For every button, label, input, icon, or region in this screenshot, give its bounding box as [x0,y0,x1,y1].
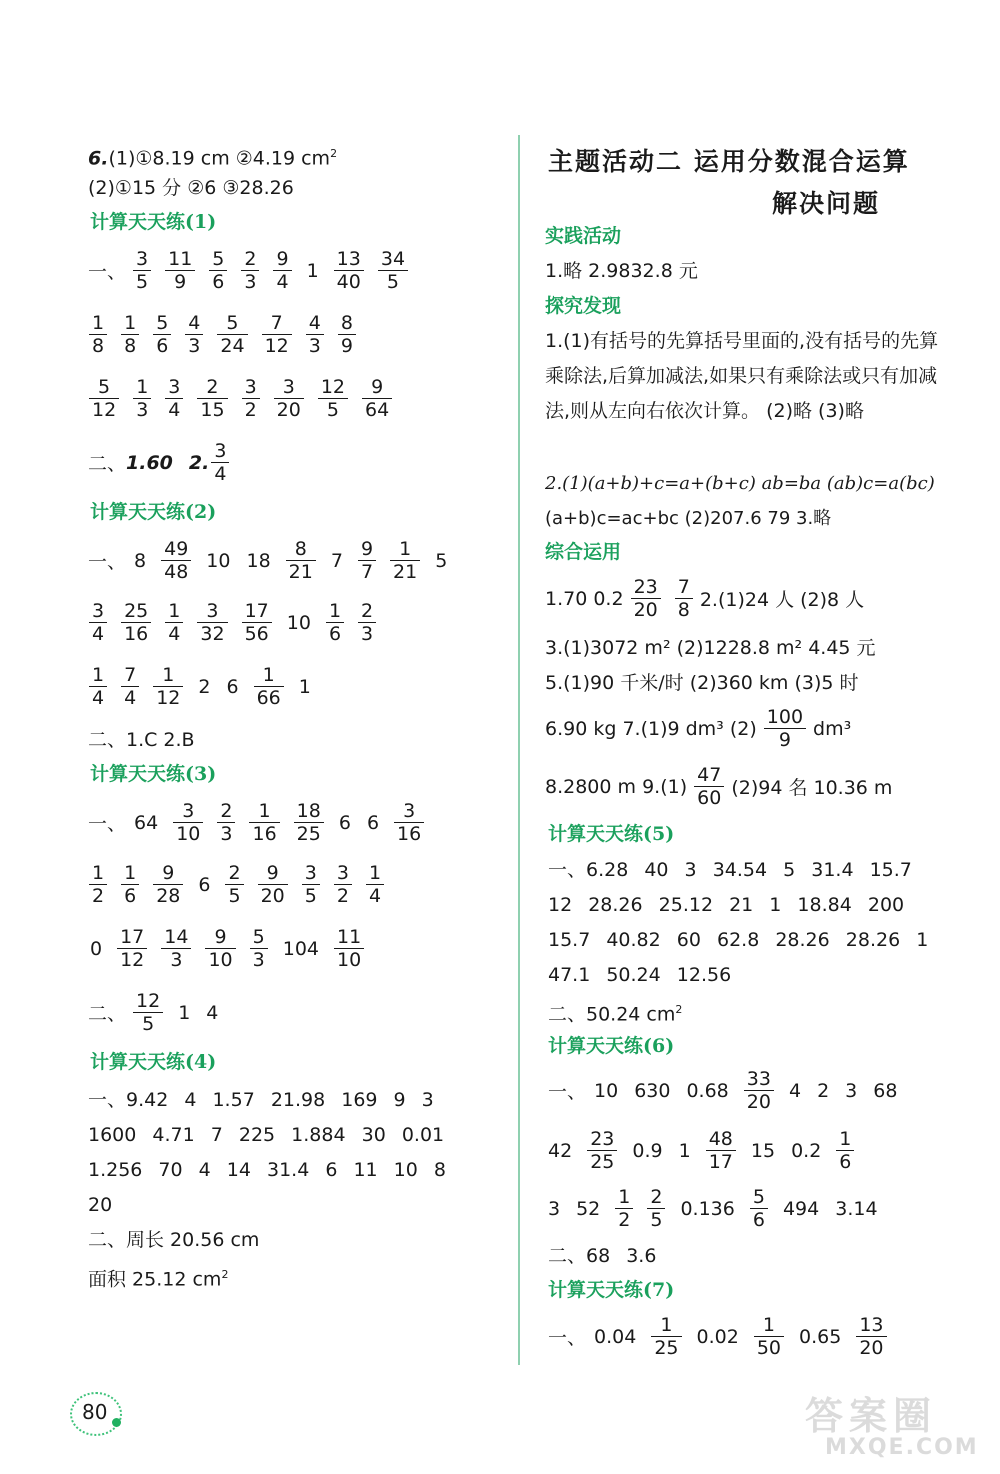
fraction [706,1128,736,1173]
sec5-line2: 12 28.26 25.12 21 1 18.84 200 [548,894,905,916]
fraction-denominator: 15 [200,399,225,421]
fraction [250,926,268,971]
fraction [286,538,316,583]
fraction-numerator: 2 [241,248,259,271]
fraction-denominator: 32 [200,623,225,645]
sec7-row1: 一、 0.04 $\frac{1}{25}$ 0.02 $\frac{1}{50}$ 0.65 $\frac{13}{20}$ [548,1314,894,1359]
fraction [334,926,364,971]
fraction [197,376,227,421]
fraction [754,1314,784,1359]
fraction [302,862,320,907]
fraction-denominator: 20 [746,1091,771,1113]
sec5-line1: 一、6.28 40 3 34.54 5 31.4 15.7 [548,859,912,881]
fraction [242,600,272,645]
answer-value: 1 [306,259,319,282]
answer-value: 64 [134,811,159,834]
sec2-row1: 一、 8 $\frac{49}{48}$ 10 18 $\frac{8}{21}$ 7 $\frac{9}{7}$ $\frac{1}{21}$ 5 [88,538,448,583]
fraction-numerator: 33 [744,1068,774,1091]
fraction-denominator: 6 [328,623,342,645]
fraction-numerator: 3 [173,800,203,823]
fraction [133,990,163,1035]
fraction [197,600,227,645]
fraction [121,312,139,357]
sec4-line6: 面积 25.12 $cm^2$ [88,1268,229,1291]
sec6-row3 [540,1186,886,1231]
fraction [165,376,183,421]
fraction-numerator: 3 [89,600,107,623]
fraction-denominator: 5 [326,399,339,421]
sec1-row2 [82,312,363,357]
page-title-line1: 主题活动二 运用分数混合运算 [548,147,910,176]
fraction-denominator: 5 [142,1013,155,1035]
apply-line3: 5.(1)90 千米/时 (2)360 km (3)5 时 [545,672,859,694]
fraction-denominator: 12 [264,335,289,357]
fraction-numerator: 3 [133,248,151,271]
fraction-denominator: 17 [708,1151,733,1173]
fraction [258,862,288,907]
fraction [366,862,384,907]
fraction-denominator: 3 [252,949,265,971]
fraction [153,312,171,357]
fraction-numerator: 11 [165,248,195,271]
fraction-denominator: 9 [174,271,187,293]
fraction-numerator: 9 [205,926,235,949]
fraction-denominator: 16 [252,823,277,845]
sec6-part2: 二、68 3.6 [548,1245,657,1267]
answer-value: 494 [782,1197,820,1220]
fraction [165,248,195,293]
fraction-numerator: 23 [587,1128,617,1151]
answer-value: 2 [817,1079,830,1102]
answer-value: 10 [206,549,231,572]
answer-value: 6 [338,811,351,834]
watermark: 答案圈 MXQE.COM [805,1394,979,1460]
fraction [358,538,376,583]
fraction-numerator: 1 [326,600,344,623]
fraction: $\frac{100}{9}$ [764,706,806,751]
fraction-denominator: 24 [220,335,245,357]
heading-practice: 实践活动 [545,225,622,247]
fraction-denominator: 56 [244,623,269,645]
fraction-numerator: 8 [286,538,316,561]
sec5-line5: 二、50.24 $cm^2$ [548,1003,683,1026]
fraction [121,862,139,907]
answer-value: 3 [845,1079,858,1102]
fraction-numerator: 1 [89,664,107,687]
fraction-denominator: 12 [120,949,145,971]
fraction-numerator: 11 [334,926,364,949]
fraction [390,538,420,583]
fraction-denominator: 16 [397,823,422,845]
section-heading-2: 计算天天练(2) [90,501,217,523]
answer-value: 104 [282,937,320,960]
fraction-denominator: 5 [228,885,241,907]
fraction-numerator: 9 [153,862,183,885]
fraction [358,600,376,645]
explore-line-2b: (a+b)c=ac+bc (2)207.6 79 3.略 [545,508,832,529]
sec1-row1: 一、 $\frac{3}{5}$ $\frac{11}{9}$ $\frac{5}{6}$ $\frac{2}{3}$ $\frac{9}{4}$ 1 $\frac{13}{40}$ $\frac{34}{5}$ [88,248,415,293]
fraction-numerator: 9 [358,538,376,561]
answer-value: 3.14 [835,1197,878,1220]
fraction-numerator: 2 [197,376,227,399]
fraction [254,664,284,709]
fraction-denominator: 4 [168,399,181,421]
answer-value: 0.2 [791,1139,822,1162]
fraction [750,1186,768,1231]
heading-explore: 探究发现 [545,295,622,317]
fraction-numerator: 25 [121,600,151,623]
answer-value: 0 [90,937,103,960]
fraction [856,1314,886,1359]
answer-value: 0.02 [696,1325,739,1348]
fraction [651,1314,681,1359]
fraction [89,312,107,357]
fraction-numerator: 13 [334,248,364,271]
fraction-numerator: 3 [394,800,424,823]
fraction [89,862,107,907]
fraction-denominator: 10 [208,949,233,971]
fraction-denominator: 7 [360,561,374,583]
fraction: $\frac{7}{8}$ [675,576,693,621]
fraction-numerator: 3 [302,862,320,885]
fraction-denominator: 8 [124,335,137,357]
sec5-line3: 15.7 40.82 60 62.8 28.26 28.26 1 [548,929,929,951]
fraction [241,248,259,293]
fraction [306,312,324,357]
section-heading-6: 计算天天练(6) [548,1035,675,1057]
fraction-denominator: 66 [256,687,281,709]
fraction-denominator: 28 [156,885,181,907]
fraction-denominator: 50 [756,1337,782,1359]
answer-value: 1 [178,1001,191,1024]
apply-line2: 3.(1)3072 m² (2)1228.8 m² 4.45 元 [545,637,876,659]
fraction-numerator: 18 [294,800,324,823]
answer-value: 1 [298,675,311,698]
section-heading-5: 计算天天练(5) [548,823,675,845]
fraction-numerator: 5 [89,376,119,399]
fraction-denominator: 6 [212,271,225,293]
sec4-line2: 1600 4.71 7 225 1.884 30 0.01 [88,1124,445,1146]
fraction-numerator: 3 [274,376,304,399]
fraction [153,664,183,709]
fraction-denominator: 2 [336,885,349,907]
fraction-numerator: 5 [750,1186,768,1209]
answer-value: 4 [206,1001,219,1024]
fraction [173,800,203,845]
fraction [225,862,243,907]
fraction-numerator: 2 [647,1186,665,1209]
fraction-denominator: 2 [618,1209,631,1231]
fraction: $\frac{3}{4}$ [211,440,229,485]
fraction [161,538,191,583]
fraction-numerator: 4 [306,312,324,335]
fraction-denominator: 3 [308,335,321,357]
fraction-numerator: 1 [249,800,279,823]
fraction-denominator: 40 [336,271,361,293]
fraction: $\frac{23}{20}$ [631,576,661,621]
fraction [117,926,147,971]
fraction-denominator: 25 [296,823,321,845]
fraction-denominator: 25 [654,1337,679,1359]
fraction-denominator: 16 [124,623,149,645]
fraction [121,600,151,645]
page-title-line2: 解决问题 [772,189,881,218]
heading-apply: 综合运用 [545,541,622,563]
fraction-denominator: 4 [92,623,105,645]
fraction-denominator: 48 [164,561,189,583]
answer-value: 68 [873,1079,898,1102]
fraction-numerator: 1 [121,862,139,885]
fraction-numerator: 13 [856,1314,886,1337]
fraction-numerator: 5 [217,312,247,335]
fraction-numerator: 9 [273,248,291,271]
fraction-denominator: 20 [260,885,285,907]
page-number-dot [112,1418,121,1427]
q6-line1: 6.(1)①8.19 cm ②4.19 $cm^2$ [88,147,338,170]
fraction [647,1186,665,1231]
fraction-numerator: 1 [390,538,420,561]
fraction-numerator: 12 [133,990,163,1013]
fraction-denominator: 3 [188,335,201,357]
apply-line5: 8.2800 m 9.(1) $\frac{47}{60}$ (2)94 名 10.36 m [545,764,893,809]
fraction [89,600,107,645]
answer-value: 0.04 [594,1325,637,1348]
fraction-denominator: 9 [340,335,353,357]
fraction-numerator: 1 [121,312,139,335]
fraction [326,600,344,645]
section-heading-1: 计算天天练(1) [90,211,217,233]
fraction-numerator: 4 [185,312,203,335]
sec4-line3: 1.256 70 4 14 31.4 6 11 10 8 [88,1159,446,1181]
fraction [334,248,364,293]
fraction-numerator: 1 [651,1314,681,1337]
answer-value: 10 [594,1079,619,1102]
fraction-numerator: 1 [89,312,107,335]
fraction [205,926,235,971]
fraction-numerator: 2 [217,800,235,823]
fraction [242,376,260,421]
answer-value: 6 [226,675,239,698]
fraction-denominator: 3 [361,623,374,645]
sec3-row2 [82,862,391,907]
fraction-denominator: 21 [288,561,313,583]
fraction [294,800,324,845]
answer-value: 630 [634,1079,671,1102]
sec2-row3 [82,664,319,709]
answer-value: 15 [750,1139,776,1162]
fraction-numerator: 9 [362,376,392,399]
fraction [161,926,191,971]
sec5-line4: 47.1 50.24 12.56 [548,964,732,986]
answer-value: 7 [330,549,343,572]
practice-line: 1.略 2.9832.8 元 [545,260,698,282]
fraction-denominator: 10 [176,823,201,845]
fraction [121,664,139,709]
fraction [165,600,183,645]
fraction-numerator: 1 [133,376,151,399]
fraction-numerator: 1 [754,1314,784,1337]
answer-value: 6 [366,811,380,834]
fraction-numerator: 1 [254,664,284,687]
fraction-numerator: 12 [318,376,348,399]
fraction-numerator: 7 [262,312,292,335]
answer-value: 6 [198,873,211,896]
fraction [217,800,235,845]
fraction-denominator: 6 [839,1151,852,1173]
sec2-row2 [82,600,383,645]
fraction [89,376,119,421]
apply-line4: 6.90 kg 7.(1)9 dm³ (2) $\frac{100}{9}$ dm³ [545,706,852,751]
answer-value: 52 [576,1197,601,1220]
fraction-denominator: 3 [136,399,149,421]
fraction-denominator: 20 [859,1337,884,1359]
sec4-line1: 一、9.42 4 1.57 21.98 169 9 3 [88,1089,434,1111]
answer-value: 0.68 [686,1079,729,1102]
fraction-numerator: 5 [250,926,268,949]
fraction-numerator: 1 [165,600,183,623]
fraction-numerator: 17 [242,600,272,623]
section-heading-3: 计算天天练(3) [90,763,217,785]
fraction-denominator: 25 [590,1151,615,1173]
sec1-row3 [82,376,399,421]
fraction-numerator: 2 [225,862,243,885]
fraction-numerator: 2 [358,600,376,623]
fraction [318,376,348,421]
fraction-denominator: 3 [244,271,257,293]
sec3-row1: 一、 64 $\frac{3}{10}$ $\frac{2}{3}$ $\frac{1}{16}$ $\frac{18}{25}$ 6 6 $\frac{3}{16}$ [88,800,431,845]
fraction-denominator: 3 [220,823,233,845]
fraction [334,862,352,907]
fraction [209,248,227,293]
section-heading-7: 计算天天练(7) [548,1279,675,1301]
fraction-numerator: 34 [378,248,408,271]
answer-value: 5 [435,549,448,572]
section-heading-4: 计算天天练(4) [90,1051,217,1073]
fraction [274,376,304,421]
fraction [744,1068,774,1113]
fraction-numerator: 8 [338,312,356,335]
fraction-numerator: 1 [366,862,384,885]
fraction [262,312,292,357]
answer-value: 2 [198,675,211,698]
answer-value: 42 [548,1139,573,1162]
apply-line1: 1.70 0.2 $\frac{23}{20}$ $\frac{7}{8}$ 2.(1)24 人 (2)8 人 [545,576,865,621]
explore-line-2a: 2.(1)(a+b)+c=a+(b+c) ab=ba (ab)c=a(bc) [545,473,935,494]
answer-value: 10 [286,611,311,634]
fraction [587,1128,617,1173]
fraction [394,800,424,845]
fraction-denominator: 8 [92,335,105,357]
answer-value: 1 [678,1139,691,1162]
sec2-part2: 二、1.C 2.B [88,729,195,751]
answer-value: 18 [246,549,271,572]
fraction-numerator: 1 [615,1186,633,1209]
sec3-part2: 二、 $\frac{12}{5}$ 1 4 [88,990,219,1035]
fraction-denominator: 4 [124,687,137,709]
fraction-denominator: 12 [156,687,181,709]
fraction-numerator: 17 [117,926,147,949]
fraction-numerator: 3 [197,600,227,623]
fraction-numerator: 49 [161,538,191,561]
fraction-denominator: 4 [168,623,181,645]
fraction [362,376,392,421]
fraction-denominator: 2 [244,399,257,421]
fraction-denominator: 5 [136,271,149,293]
fraction-numerator: 3 [165,376,183,399]
fraction-numerator: 48 [706,1128,736,1151]
fraction-numerator: 1 [89,862,107,885]
fraction-numerator: 9 [258,862,288,885]
fraction-numerator: 7 [121,664,139,687]
answer-value: 0.65 [799,1325,842,1348]
fraction-numerator: 1 [836,1128,854,1151]
fraction [378,248,408,293]
fraction-denominator: 5 [304,885,317,907]
fraction-denominator: 5 [650,1209,663,1231]
fraction-denominator: 4 [276,271,289,293]
explore-paragraph-1: 1.(1)有括号的先算括号里面的,没有括号的先算乘除法,后算加减法,如果只有乘除法或只有加减法,则从左向右依次计算。 (2)略 (3)略 [545,330,939,422]
fraction [273,248,291,293]
fraction-denominator: 2 [92,885,105,907]
answer-value: 0.9 [632,1139,663,1162]
column-divider [518,135,520,1365]
q6-line2: (2)①15 分 ②6 ③28.26 [88,177,294,199]
fraction-denominator: 20 [276,399,301,421]
answer-value: 4 [788,1079,802,1102]
fraction-denominator: 6 [752,1209,765,1231]
fraction [836,1128,854,1173]
answer-value: 0.136 [680,1197,735,1220]
sec4-line4: 20 [88,1194,113,1216]
fraction-numerator: 14 [161,926,191,949]
sec1-part2: 二、 1.60 2. $\frac{3}{4}$ [88,440,236,485]
fraction [133,248,151,293]
fraction-denominator: 12 [92,399,117,421]
answer-value: 3 [548,1197,561,1220]
fraction-numerator: 3 [242,376,260,399]
fraction [133,376,151,421]
fraction [615,1186,633,1231]
answer-value: 8 [134,549,147,572]
fraction-denominator: 64 [365,399,390,421]
page-number: 80 [70,1392,122,1436]
fraction-denominator: 10 [337,949,362,971]
fraction [338,312,356,357]
sec6-row2 [540,1128,861,1173]
fraction [217,312,247,357]
fraction-numerator: 5 [209,248,227,271]
fraction-denominator: 5 [386,271,399,293]
fraction: $\frac{47}{60}$ [694,764,724,809]
fraction-denominator: 4 [368,885,382,907]
sec4-line5: 二、周长 20.56 cm [88,1229,260,1251]
fraction-denominator: 21 [393,561,418,583]
fraction [185,312,203,357]
fraction [153,862,183,907]
sec6-row1: 一、 10 630 0.68 $\frac{33}{20}$ 4 2 3 68 [548,1068,898,1113]
fraction-denominator: 4 [92,687,105,709]
fraction [249,800,279,845]
fraction-numerator: 3 [334,862,352,885]
fraction-denominator: 3 [170,949,183,971]
fraction-numerator: 1 [153,664,183,687]
fraction-denominator: 6 [124,885,137,907]
fraction-denominator: 6 [156,335,169,357]
fraction-numerator: 5 [153,312,171,335]
sec3-row3 [82,926,371,971]
fraction [89,664,107,709]
